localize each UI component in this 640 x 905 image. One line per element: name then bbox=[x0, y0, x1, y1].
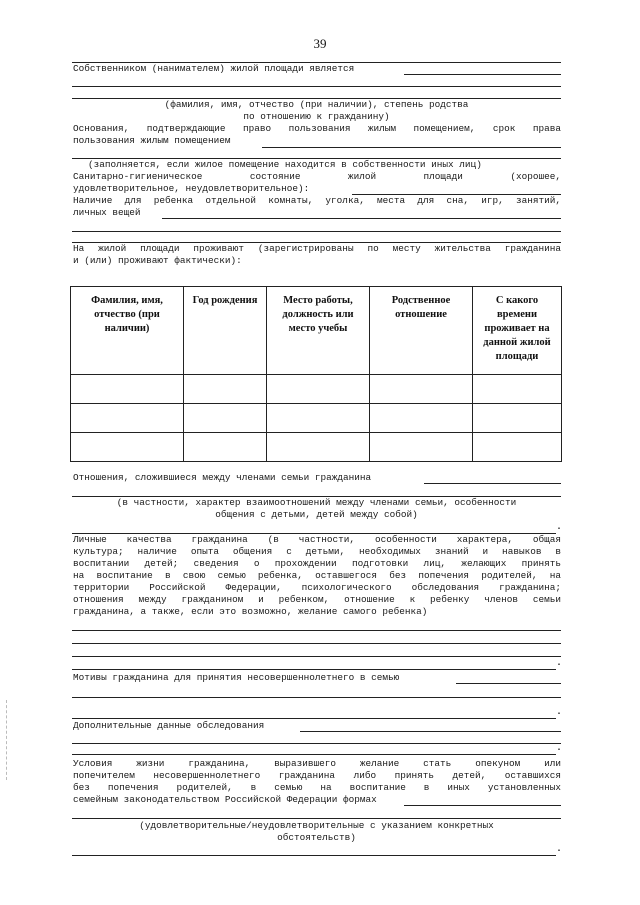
conditions-fill-line-3[interactable] bbox=[72, 855, 556, 856]
table-cell[interactable] bbox=[71, 375, 184, 404]
personal-line-3: воспитании детей; сведения о прохождении подготовки лиц, желающих принять bbox=[73, 558, 561, 569]
period-mark: . bbox=[556, 743, 563, 754]
table-cell[interactable] bbox=[71, 404, 184, 433]
table-cell[interactable] bbox=[473, 433, 562, 462]
table-cell[interactable] bbox=[267, 375, 370, 404]
relations-hint-1: (в частности, характер взаимоотношений между членами семьи, особенности bbox=[116, 497, 517, 508]
personal-line-1: Личные качества гражданина (в частности, особенности характера, общая bbox=[73, 534, 561, 545]
conditions-hint-1: (удовлетворительные/неудовлетворительные с указанием конкретных bbox=[139, 820, 494, 831]
personal-line-5: территории Российской Федерации, психологического обследования гражданина; bbox=[73, 582, 561, 593]
table-header-row bbox=[71, 287, 562, 375]
col-header-birth-year: Год рождения bbox=[184, 287, 267, 375]
table-row bbox=[71, 375, 562, 404]
personal-line-4: на воспитание в свою семью ребенка, оставшегося без попечения родителей, на bbox=[73, 570, 561, 581]
period-mark: . bbox=[556, 522, 563, 533]
personal-fill-line-1[interactable] bbox=[72, 630, 561, 631]
table-row bbox=[71, 404, 562, 433]
table-cell[interactable] bbox=[370, 433, 473, 462]
grounds-hint: (заполняется, если жилое помещение находится в собственности иных лиц) bbox=[88, 159, 482, 170]
table-cell[interactable] bbox=[370, 375, 473, 404]
personal-line-7: гражданина, а также, если это возможно, желание самого ребенка) bbox=[73, 606, 428, 617]
motives-fill-line-2[interactable] bbox=[72, 697, 561, 698]
personal-fill-line-4[interactable] bbox=[72, 669, 556, 670]
grounds-line-1: Основания, подтверждающие право пользования жилым помещением, срок права bbox=[73, 123, 561, 134]
table-cell[interactable] bbox=[267, 433, 370, 462]
table-cell[interactable] bbox=[473, 404, 562, 433]
conditions-fill-line[interactable] bbox=[404, 805, 561, 806]
margin-mark bbox=[6, 700, 9, 780]
relations-fill-line[interactable] bbox=[424, 483, 561, 484]
table-cell[interactable] bbox=[184, 433, 267, 462]
sanitary-line-1: Санитарно-гигиеническое состояние жилой площади (хорошее, bbox=[73, 171, 561, 182]
col-header-name: Фамилия, имя, отчество (при наличии) bbox=[71, 287, 184, 375]
conditions-line-2: попечителем несовершеннолетнего гражданина либо принять детей, оставшихся bbox=[73, 770, 561, 781]
relations-label: Отношения, сложившиеся между членами семьи гражданина bbox=[73, 472, 372, 483]
period-mark: . bbox=[556, 844, 563, 855]
residents-line-2: и (или) проживают фактически): bbox=[73, 255, 242, 266]
table-cell[interactable] bbox=[370, 404, 473, 433]
col-header-workplace: Место работы, должность или место учебы bbox=[267, 287, 370, 375]
owner-hint-1: (фамилия, имя, отчество (при наличии), степень родства bbox=[164, 99, 469, 110]
conditions-line-1: Условия жизни гражданина, выразившего желание стать опекуном или bbox=[73, 758, 561, 769]
conditions-hint-2: обстоятельств) bbox=[277, 832, 356, 843]
owner-label: Собственником (нанимателем) жилой площади является bbox=[73, 63, 355, 74]
table-cell[interactable] bbox=[267, 404, 370, 433]
conditions-line-4: семейным законодательством Российской Федерации формах bbox=[73, 794, 377, 805]
personal-fill-line-3[interactable] bbox=[72, 656, 561, 657]
motives-label: Мотивы гражданина для принятия несовершеннолетнего в семью bbox=[73, 672, 400, 683]
personal-fill-line-2[interactable] bbox=[72, 643, 561, 644]
additional-fill-line[interactable] bbox=[300, 731, 561, 732]
relations-hint-2: общения с детьми, детей между собой) bbox=[215, 509, 418, 520]
residents-line-1: На жилой площади проживают (зарегистрированы по месту жительства гражданина bbox=[73, 243, 561, 254]
sanitary-line-2: удовлетворительное, неудовлетворительное): bbox=[73, 183, 310, 194]
child-room-fill-line[interactable] bbox=[162, 218, 561, 219]
table-cell[interactable] bbox=[184, 375, 267, 404]
grounds-fill-line[interactable] bbox=[262, 147, 561, 148]
owner-fill-line[interactable] bbox=[404, 74, 561, 75]
personal-line-2: культура; наличие опыта общения с детьми, необходимых знаний и навыков в bbox=[73, 546, 561, 557]
child-room-line-1: Наличие для ребенка отдельной комнаты, уголка, места для сна, игр, занятий, bbox=[73, 195, 561, 206]
owner-fill-line-2[interactable] bbox=[72, 86, 561, 87]
conditions-fill-line-2[interactable] bbox=[72, 818, 561, 819]
additional-label: Дополнительные данные обследования bbox=[73, 720, 265, 731]
residents-table bbox=[70, 286, 562, 462]
grounds-line-2: пользования жилым помещением bbox=[73, 135, 231, 146]
additional-fill-line-2[interactable] bbox=[72, 743, 561, 744]
personal-line-6: отношения между гражданином и ребенком, отношение к ребенку членов семьи bbox=[73, 594, 561, 605]
owner-hint-2: по отношению к гражданину) bbox=[243, 111, 390, 122]
period-mark: . bbox=[556, 707, 563, 718]
child-room-line-2: личных вещей bbox=[73, 207, 141, 218]
table-cell[interactable] bbox=[473, 375, 562, 404]
child-room-fill-line-2[interactable] bbox=[72, 231, 561, 232]
page-number: 39 bbox=[313, 36, 327, 51]
table-row bbox=[71, 433, 562, 462]
period-mark: . bbox=[556, 658, 563, 669]
table-cell[interactable] bbox=[184, 404, 267, 433]
col-header-since: С какого времени проживает на данной жилой площади bbox=[473, 287, 562, 375]
additional-fill-line-3[interactable] bbox=[72, 754, 556, 755]
conditions-line-3: без попечения родителей, в семью на воспитание в иных установленных bbox=[73, 782, 561, 793]
motives-fill-line[interactable] bbox=[456, 683, 561, 684]
col-header-relation: Родственное отношение bbox=[370, 287, 473, 375]
table-cell[interactable] bbox=[71, 433, 184, 462]
motives-fill-line-3[interactable] bbox=[72, 718, 556, 719]
